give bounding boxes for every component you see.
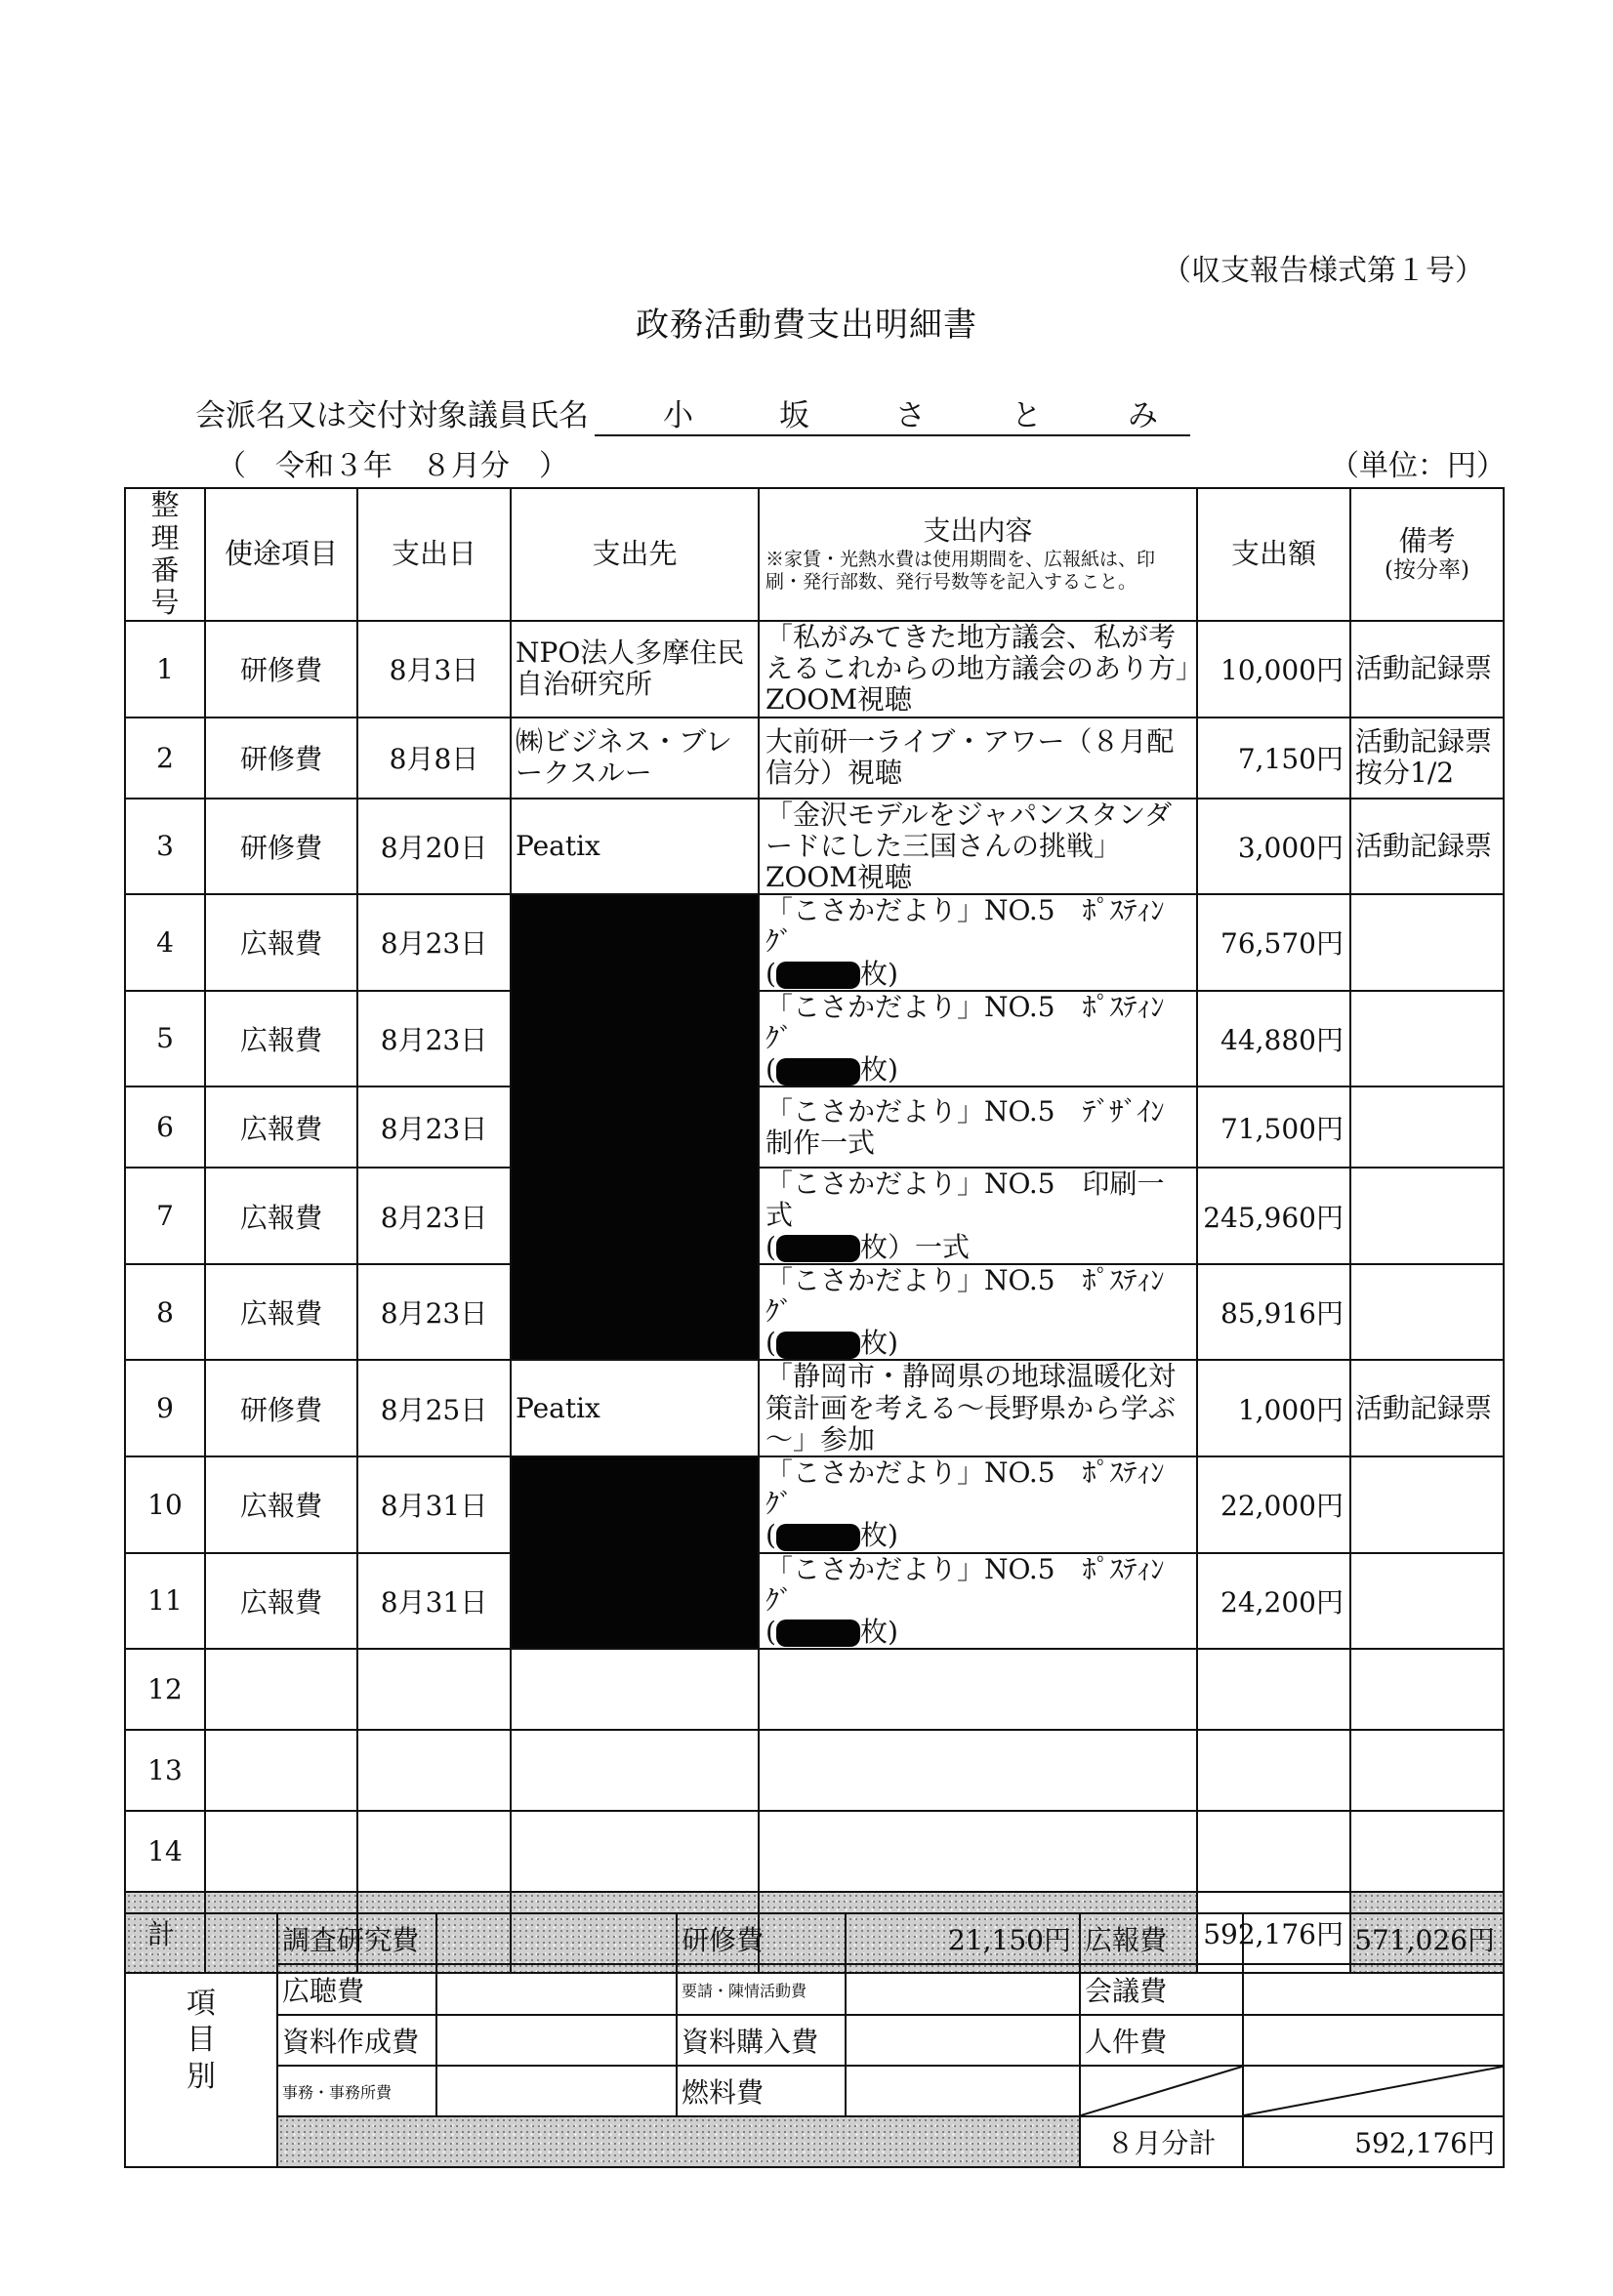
table-row <box>125 894 1504 991</box>
summary-hearing-label: 広聴費 <box>277 1964 436 2015</box>
summary-material-purchase-amount <box>846 2015 1080 2066</box>
summary-meeting-amount <box>1243 1964 1504 2015</box>
header-amount: 支出額 <box>1197 488 1350 621</box>
row-date: 8月23日 <box>357 991 511 1087</box>
period: （ 令和３年 ８月分 ） <box>217 449 568 483</box>
summary-row <box>125 2015 1504 2066</box>
empty-cell <box>1197 1649 1350 1730</box>
month-total-label: ８月分計 <box>1080 2116 1243 2167</box>
month-total-amount: 592,176円 <box>1243 2116 1504 2167</box>
row-category: 広報費 <box>205 991 357 1087</box>
row-remarks: 活動記録票 按分1/2 <box>1350 718 1504 799</box>
table-row <box>125 1168 1504 1264</box>
row-remarks <box>1350 1553 1504 1650</box>
row-content-suffix: 枚）一式 <box>859 1230 970 1263</box>
member-name: 小坂さとみ <box>595 390 1190 436</box>
summary-side-label-text: 項目別 <box>186 1986 216 2094</box>
table-row <box>125 1360 1504 1456</box>
redaction-mark <box>776 1058 860 1086</box>
table-row <box>125 621 1504 718</box>
empty-cell <box>357 1811 511 1892</box>
header-remarks-sub: (按分率) <box>1385 557 1469 584</box>
summary-row <box>125 1913 1504 1964</box>
row-payee: NPO法人多摩住民自治研究所 <box>511 621 759 718</box>
row-no: 4 <box>125 894 205 991</box>
row-category: 研修費 <box>205 718 357 799</box>
summary-personnel-label: 人件費 <box>1080 2015 1243 2066</box>
redaction-mark <box>776 1620 860 1647</box>
summary-petition-amount <box>846 1964 1080 2015</box>
empty-cell <box>357 1649 511 1730</box>
empty-cell <box>511 1649 759 1730</box>
diagonal-void-cell <box>1080 2066 1243 2116</box>
row-content: 「こさかだより」NO.5 ﾎﾟｽﾃｨﾝｸﾞ ( 枚) <box>759 1264 1197 1361</box>
row-payee: ㈱ビジネス・ブレークスルー <box>511 718 759 799</box>
row-date: 8月31日 <box>357 1553 511 1650</box>
row-content: 「私がみてきた地方議会、私が考えるこれからの地方議会のあり方」ZOOM視聴 <box>759 621 1197 718</box>
row-no: 8 <box>125 1264 205 1361</box>
row-category: 広報費 <box>205 1086 357 1168</box>
row-no: 9 <box>125 1360 205 1456</box>
header-no: 整理番号 <box>125 488 205 621</box>
row-date: 8月25日 <box>357 1360 511 1456</box>
redaction-mark <box>776 1524 860 1551</box>
row-amount: 3,000円 <box>1197 799 1350 895</box>
row-remarks: 活動記録票 <box>1350 621 1504 718</box>
row-payee: Peatix <box>511 1360 759 1456</box>
row-amount: 24,200円 <box>1197 1553 1350 1650</box>
row-date: 8月31日 <box>357 1456 511 1553</box>
summary-fuel-amount <box>846 2066 1080 2116</box>
row-content: 大前研一ライブ・アワー（８月配信分）視聴 <box>759 718 1197 799</box>
summary-side-label <box>125 1913 277 2167</box>
row-date: 8月23日 <box>357 1264 511 1361</box>
document-title: 政務活動費支出明細書 <box>636 306 977 345</box>
redaction-mark <box>776 962 860 989</box>
table-row <box>125 799 1504 895</box>
row-content-text: 「こさかだより」NO.5 ﾎﾟｽﾃｨﾝｸﾞ <box>765 1456 1165 1521</box>
row-date: 8月23日 <box>357 1086 511 1168</box>
form-code: （収支報告様式第１号） <box>1162 254 1484 288</box>
table-row <box>125 1086 1504 1168</box>
header-category: 使途項目 <box>205 488 357 621</box>
row-content-suffix: 枚) <box>859 957 898 990</box>
summary-material-creation-amount <box>436 2015 677 2066</box>
row-no: 14 <box>125 1811 205 1892</box>
row-content-text: 「こさかだより」NO.5 ﾎﾟｽﾃｨﾝｸﾞ <box>765 1263 1165 1328</box>
summary-office-label: 事務・事務所費 <box>277 2066 436 2116</box>
member-label: 会派名又は交付対象議員氏名 <box>195 398 589 433</box>
row-content-text: 「こさかだより」NO.5 ﾎﾟｽﾃｨﾝｸﾞ <box>765 990 1165 1054</box>
row-amount: 85,916円 <box>1197 1264 1350 1361</box>
header-date: 支出日 <box>357 488 511 621</box>
row-amount: 76,570円 <box>1197 894 1350 991</box>
summary-petition-label: 要請・陳情活動費 <box>677 1964 846 2015</box>
empty-cell <box>759 1730 1197 1811</box>
row-category: 研修費 <box>205 799 357 895</box>
row-content: 「金沢モデルをジャパンスタンダードにした三国さんの挑戦」ZOOM視聴 <box>759 799 1197 895</box>
table-row <box>125 1264 1504 1361</box>
row-no: 5 <box>125 991 205 1087</box>
row-no: 12 <box>125 1649 205 1730</box>
table-row <box>125 1553 1504 1650</box>
row-category: 広報費 <box>205 894 357 991</box>
summary-row <box>125 1964 1504 2015</box>
row-content-suffix: 枚) <box>859 1053 898 1086</box>
row-content: 「こさかだより」NO.5 ﾎﾟｽﾃｨﾝｸﾞ ( 枚) <box>759 991 1197 1087</box>
row-amount: 245,960円 <box>1197 1168 1350 1264</box>
diagonal-slash <box>1081 2067 1242 2115</box>
total-amount: 592,176円 <box>1197 1892 1350 1973</box>
empty-cell <box>759 1649 1197 1730</box>
row-category: 広報費 <box>205 1456 357 1553</box>
empty-cell <box>1350 1730 1504 1811</box>
row-date: 8月20日 <box>357 799 511 895</box>
unit-label: （単位：円） <box>1330 449 1506 483</box>
row-category: 広報費 <box>205 1168 357 1264</box>
row-remarks <box>1350 1264 1504 1361</box>
row-category: 研修費 <box>205 1360 357 1456</box>
row-category: 広報費 <box>205 1264 357 1361</box>
summary-research-label: 調査研究費 <box>277 1913 436 1964</box>
summary-meeting-label: 会議費 <box>1080 1964 1243 2015</box>
table-row <box>125 991 1504 1087</box>
row-date: 8月23日 <box>357 894 511 991</box>
row-date: 8月3日 <box>357 621 511 718</box>
diagonal-void-cell <box>1243 2066 1504 2116</box>
expense-table <box>124 487 1505 1974</box>
summary-material-purchase-label: 資料購入費 <box>677 2015 846 2066</box>
row-date: 8月23日 <box>357 1168 511 1264</box>
summary-row <box>125 2066 1504 2116</box>
row-remarks <box>1350 1168 1504 1264</box>
row-no: 6 <box>125 1086 205 1168</box>
empty-row <box>125 1730 1504 1811</box>
total-label: 計 <box>125 1892 205 1973</box>
row-remarks <box>1350 894 1504 991</box>
redaction-mark <box>776 1332 860 1359</box>
row-date: 8月8日 <box>357 718 511 799</box>
row-content: 「こさかだより」NO.5 印刷一式 ( 枚）一式 <box>759 1168 1197 1264</box>
header-row <box>125 488 1504 621</box>
header-remarks-title: 備考 <box>1398 524 1456 558</box>
summary-material-creation-label: 資料作成費 <box>277 2015 436 2066</box>
row-amount: 71,500円 <box>1197 1086 1350 1168</box>
empty-cell <box>1197 1811 1350 1892</box>
table-row <box>125 718 1504 799</box>
empty-cell <box>205 1730 357 1811</box>
row-remarks <box>1350 991 1504 1087</box>
row-amount: 44,880円 <box>1197 991 1350 1087</box>
row-category: 研修費 <box>205 621 357 718</box>
redacted-payee-block <box>511 894 759 1360</box>
summary-hearing-amount <box>436 1964 677 2015</box>
summary-research-amount <box>436 1913 677 1964</box>
row-no: 2 <box>125 718 205 799</box>
redacted-payee-block <box>511 1456 759 1649</box>
summary-training-amount: 21,150円 <box>846 1913 1080 1964</box>
row-no: 1 <box>125 621 205 718</box>
row-content-suffix: 枚) <box>859 1615 898 1648</box>
row-content: 「静岡市・静岡県の地球温暖化対策計画を考える～長野県から学ぶ～」参加 <box>759 1360 1197 1456</box>
header-content-title: 支出内容 <box>923 514 1033 548</box>
row-payee: Peatix <box>511 799 759 895</box>
member-line <box>195 390 1244 436</box>
row-remarks: 活動記録票 <box>1350 1360 1504 1456</box>
summary-personnel-amount <box>1243 2015 1504 2066</box>
empty-cell <box>1197 1730 1350 1811</box>
header-content-note: ※家賃・光熱水費は使用期間を、広報紙は、印刷・発行部数、発行号数等を記入すること。 <box>765 549 1156 594</box>
empty-cell <box>1350 1649 1504 1730</box>
row-amount: 7,150円 <box>1197 718 1350 799</box>
summary-pr-label: 広報費 <box>1080 1913 1243 1964</box>
row-content: 「こさかだより」NO.5 ﾃﾞｻﾞｲﾝ制作一式 <box>759 1086 1197 1168</box>
redaction-mark <box>776 1235 860 1262</box>
row-no: 7 <box>125 1168 205 1264</box>
header-content <box>759 488 1197 621</box>
row-amount: 22,000円 <box>1197 1456 1350 1553</box>
summary-total-row <box>125 2116 1504 2167</box>
shaded-cell <box>277 2116 1080 2167</box>
empty-cell <box>759 1811 1197 1892</box>
empty-row <box>125 1649 1504 1730</box>
row-content-suffix: 枚) <box>859 1327 898 1360</box>
row-no: 3 <box>125 799 205 895</box>
row-content-text: 「こさかだより」NO.5 印刷一式 <box>765 1168 1165 1232</box>
row-content: 「こさかだより」NO.5 ﾎﾟｽﾃｨﾝｸﾞ ( 枚) <box>759 1553 1197 1650</box>
empty-cell <box>205 1811 357 1892</box>
summary-pr-amount: 571,026円 <box>1243 1913 1504 1964</box>
row-amount: 1,000円 <box>1197 1360 1350 1456</box>
empty-cell <box>205 1649 357 1730</box>
summary-fuel-label: 燃料費 <box>677 2066 846 2116</box>
row-content-text: 「こさかだより」NO.5 ﾎﾟｽﾃｨﾝｸﾞ <box>765 1552 1165 1617</box>
empty-cell <box>511 1811 759 1892</box>
table-row <box>125 1456 1504 1553</box>
diagonal-slash <box>1244 2067 1503 2115</box>
summary-training-label: 研修費 <box>677 1913 846 1964</box>
header-payee: 支出先 <box>511 488 759 621</box>
row-category: 広報費 <box>205 1553 357 1650</box>
row-no: 11 <box>125 1553 205 1650</box>
row-no: 10 <box>125 1456 205 1553</box>
header-remarks <box>1350 488 1504 621</box>
empty-row <box>125 1811 1504 1892</box>
empty-cell <box>1350 1811 1504 1892</box>
row-content: 「こさかだより」NO.5 ﾎﾟｽﾃｨﾝｸﾞ ( 枚) <box>759 894 1197 991</box>
summary-office-amount <box>436 2066 677 2116</box>
row-remarks <box>1350 1456 1504 1553</box>
row-no: 13 <box>125 1730 205 1811</box>
row-content-text: 「こさかだより」NO.5 ﾎﾟｽﾃｨﾝｸﾞ <box>765 894 1165 959</box>
category-summary-table <box>124 1912 1505 2168</box>
row-content: 「こさかだより」NO.5 ﾎﾟｽﾃｨﾝｸﾞ ( 枚) <box>759 1456 1197 1553</box>
row-amount: 10,000円 <box>1197 621 1350 718</box>
row-remarks: 活動記録票 <box>1350 799 1504 895</box>
row-remarks <box>1350 1086 1504 1168</box>
empty-cell <box>357 1730 511 1811</box>
row-content-suffix: 枚) <box>859 1519 898 1552</box>
empty-cell <box>511 1730 759 1811</box>
